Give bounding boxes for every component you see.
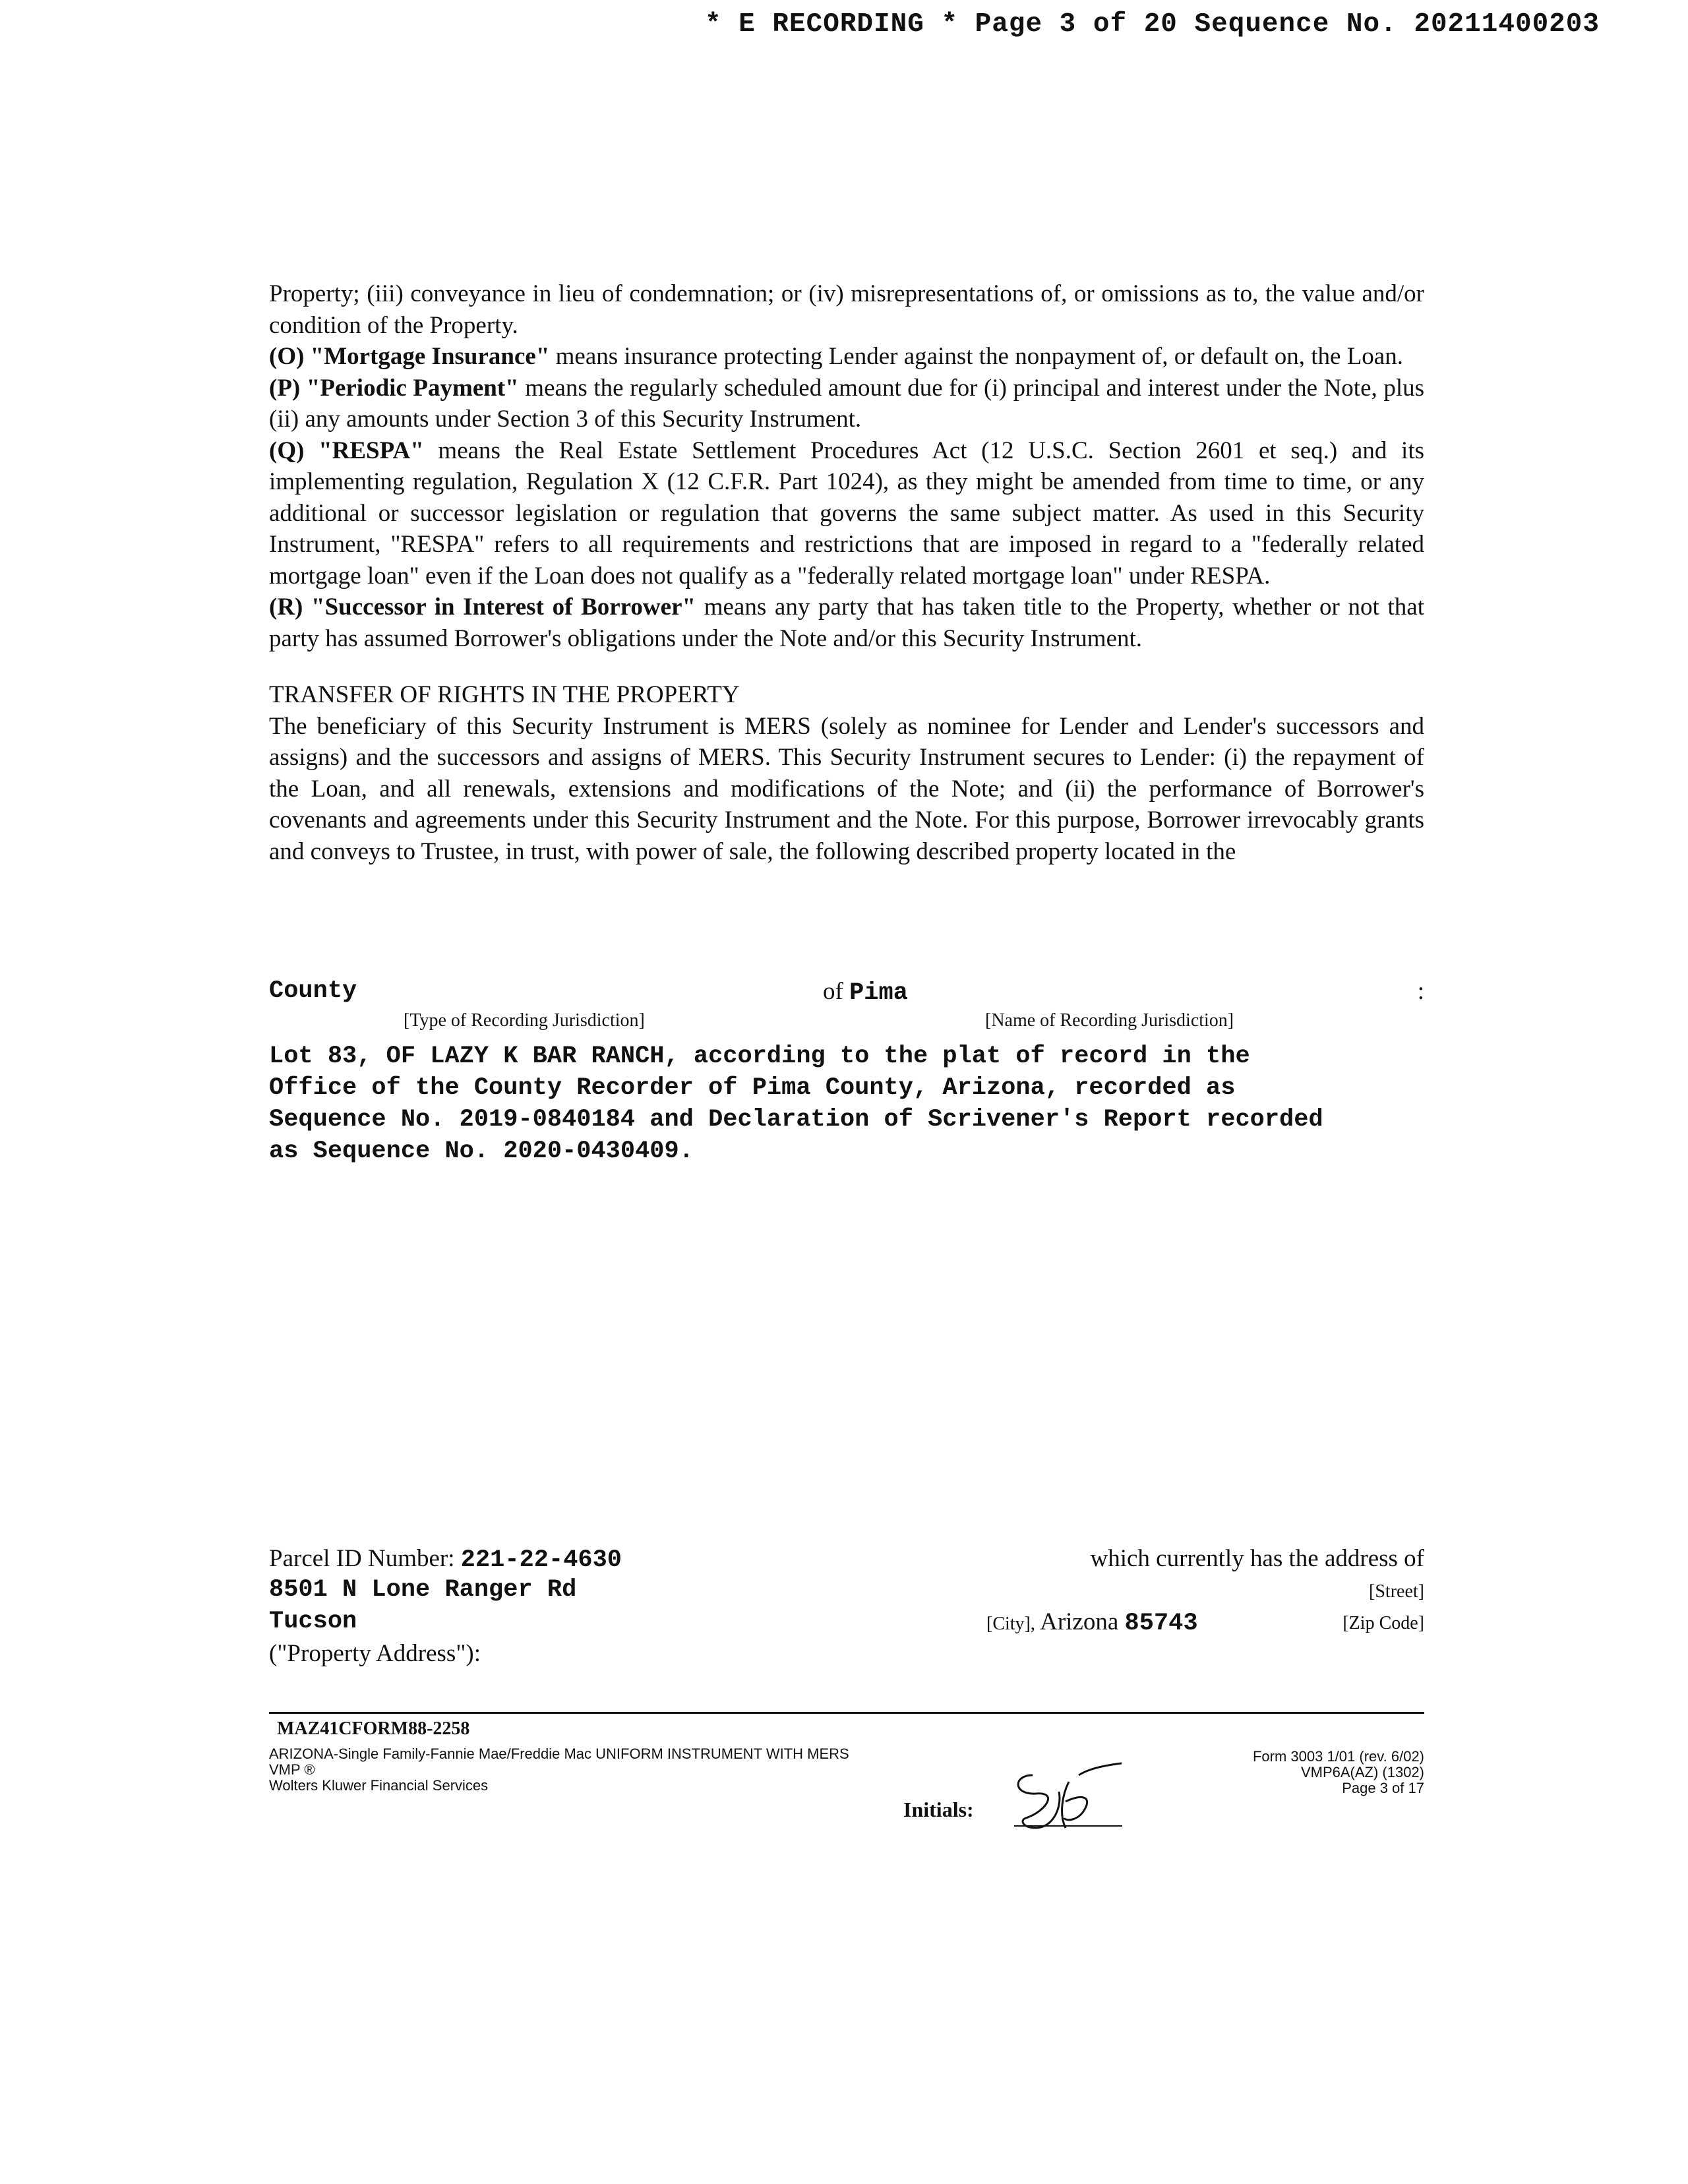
legal-line: Lot 83, OF LAZY K BAR RANCH, according to the plat of record in the	[269, 1043, 1250, 1070]
vmp-number: VMP6A(AZ) (1302)	[1300, 1764, 1424, 1780]
form-line: VMP ®	[269, 1761, 315, 1778]
definition-term: (Q) "RESPA"	[269, 437, 424, 464]
property-address-label: ("Property Address"):	[269, 1640, 481, 1667]
page-number: Page 3 of 17	[1342, 1780, 1424, 1796]
definitions-body	[269, 278, 1424, 867]
recording-header: * E RECORDING * Page 3 of 20 Sequence No. 20211400203	[704, 9, 1600, 40]
name-caption: [Name of Recording Jurisdiction]	[985, 1010, 1234, 1031]
legal-line: as Sequence No. 2020-0430409.	[269, 1138, 694, 1165]
definition-text: means the regularly scheduled amount due for (i) principal and interest under the Note, plus (ii) any amounts under Section 3 of this Security Instrument.	[269, 374, 1425, 433]
zip-caption: [Zip Code]	[1342, 1613, 1424, 1633]
definition-successor	[269, 592, 1424, 654]
definition-term: (P) "Periodic Payment"	[269, 374, 519, 402]
jurisdiction-colon: :	[1417, 978, 1424, 1005]
footer-divider	[269, 1712, 1424, 1714]
city-value: Tucson	[269, 1608, 357, 1635]
transfer-paragraph: The beneficiary of this Security Instrument is MERS (solely as nominee for Lender and Lender's successors and assigns) and the successors and assigns of MERS. This Security Instrument secures to Lender: (i) the repayment of the Loan, and all renewals, extensions and modifications of the Note; and (ii) the performance of Borrower's covenants and agreements under this Security Instrument and the Note. For this purpose, Borrower irrevocably grants and conveys to Trustee, in trust, with power of sale, the following described property located in the	[269, 712, 1424, 865]
city-caption: [City],	[986, 1614, 1035, 1634]
state-value: Arizona	[1040, 1608, 1119, 1635]
definition-mortgage-insurance	[269, 341, 1424, 373]
jurisdiction-of	[823, 977, 908, 1007]
definition-periodic-payment	[269, 373, 1424, 435]
jurisdiction-type: County	[269, 977, 357, 1005]
initials-label: Initials:	[903, 1798, 974, 1821]
city-state-zip	[986, 1608, 1198, 1637]
definition-respa	[269, 435, 1424, 592]
definition-text: means the Real Estate Settlement Procedures Act (12 U.S.C. Section 2601 et seq.) and its implementing regulation, Regulation X (12 C.F.R. Part 1024), as they might be amended from time to time, or any additional or successor legislation or regulation that governs the same subject matter. As used in this Security Instrument, "RESPA" refers to all requirements and restrictions that are imposed in regard to a "federally related mortgage loan" even if the Loan does not qualify as a "federally related mortgage loan" under RESPA.	[269, 437, 1424, 590]
form-number: Form 3003 1/01 (rev. 6/02)	[1252, 1748, 1424, 1765]
definition-term: (R) "Successor in Interest of Borrower"	[269, 593, 696, 621]
form-description	[269, 1746, 849, 1794]
zip-value: 85743	[1124, 1610, 1198, 1637]
legal-line: Sequence No. 2019-0840184 and Declaration of Scrivener's Report recorded	[269, 1106, 1323, 1134]
type-caption: [Type of Recording Jurisdiction]	[404, 1010, 645, 1031]
jurisdiction-name: Pima	[849, 979, 908, 1007]
form-code: MAZ41CFORM88-2258	[277, 1718, 470, 1739]
address-intro: which currently has the address of	[1090, 1545, 1424, 1572]
definition-text: means insurance protecting Lender against the nonpayment of, or default on, the Loan.	[549, 343, 1403, 370]
transfer-heading: TRANSFER OF RIGHTS IN THE PROPERTY	[269, 681, 740, 708]
parcel-label: Parcel ID Number:	[269, 1545, 455, 1572]
form-line: ARIZONA-Single Family-Fannie Mae/Freddie Mac UNIFORM INSTRUMENT WITH MERS	[269, 1745, 849, 1762]
legal-line: Office of the County Recorder of Pima County, Arizona, recorded as	[269, 1074, 1236, 1102]
form-line: Wolters Kluwer Financial Services	[269, 1777, 489, 1794]
street-caption: [Street]	[1369, 1581, 1424, 1602]
form-numbers	[1253, 1749, 1424, 1796]
spacer	[269, 654, 1424, 679]
parcel-id	[269, 1544, 622, 1574]
initials-signature	[1006, 1755, 1138, 1835]
legal-description	[269, 1041, 1456, 1167]
definition-text: means any party that has taken title to the Property, whether or not that party has assumed Borrower's obligations under the Note and/or this Security Instrument.	[269, 593, 1424, 652]
street-value: 8501 N Lone Ranger Rd	[269, 1576, 577, 1604]
parcel-value: 221-22-4630	[460, 1546, 622, 1574]
jurisdiction-line	[269, 977, 1424, 1009]
of-label: of	[823, 978, 843, 1005]
definition-term: (O) "Mortgage Insurance"	[269, 343, 550, 370]
paragraph-property-continued: Property; (iii) conveyance in lieu of condemnation; or (iv) misrepresentations of, or omissions as to, the value and/or condition of the Property.	[269, 280, 1424, 339]
